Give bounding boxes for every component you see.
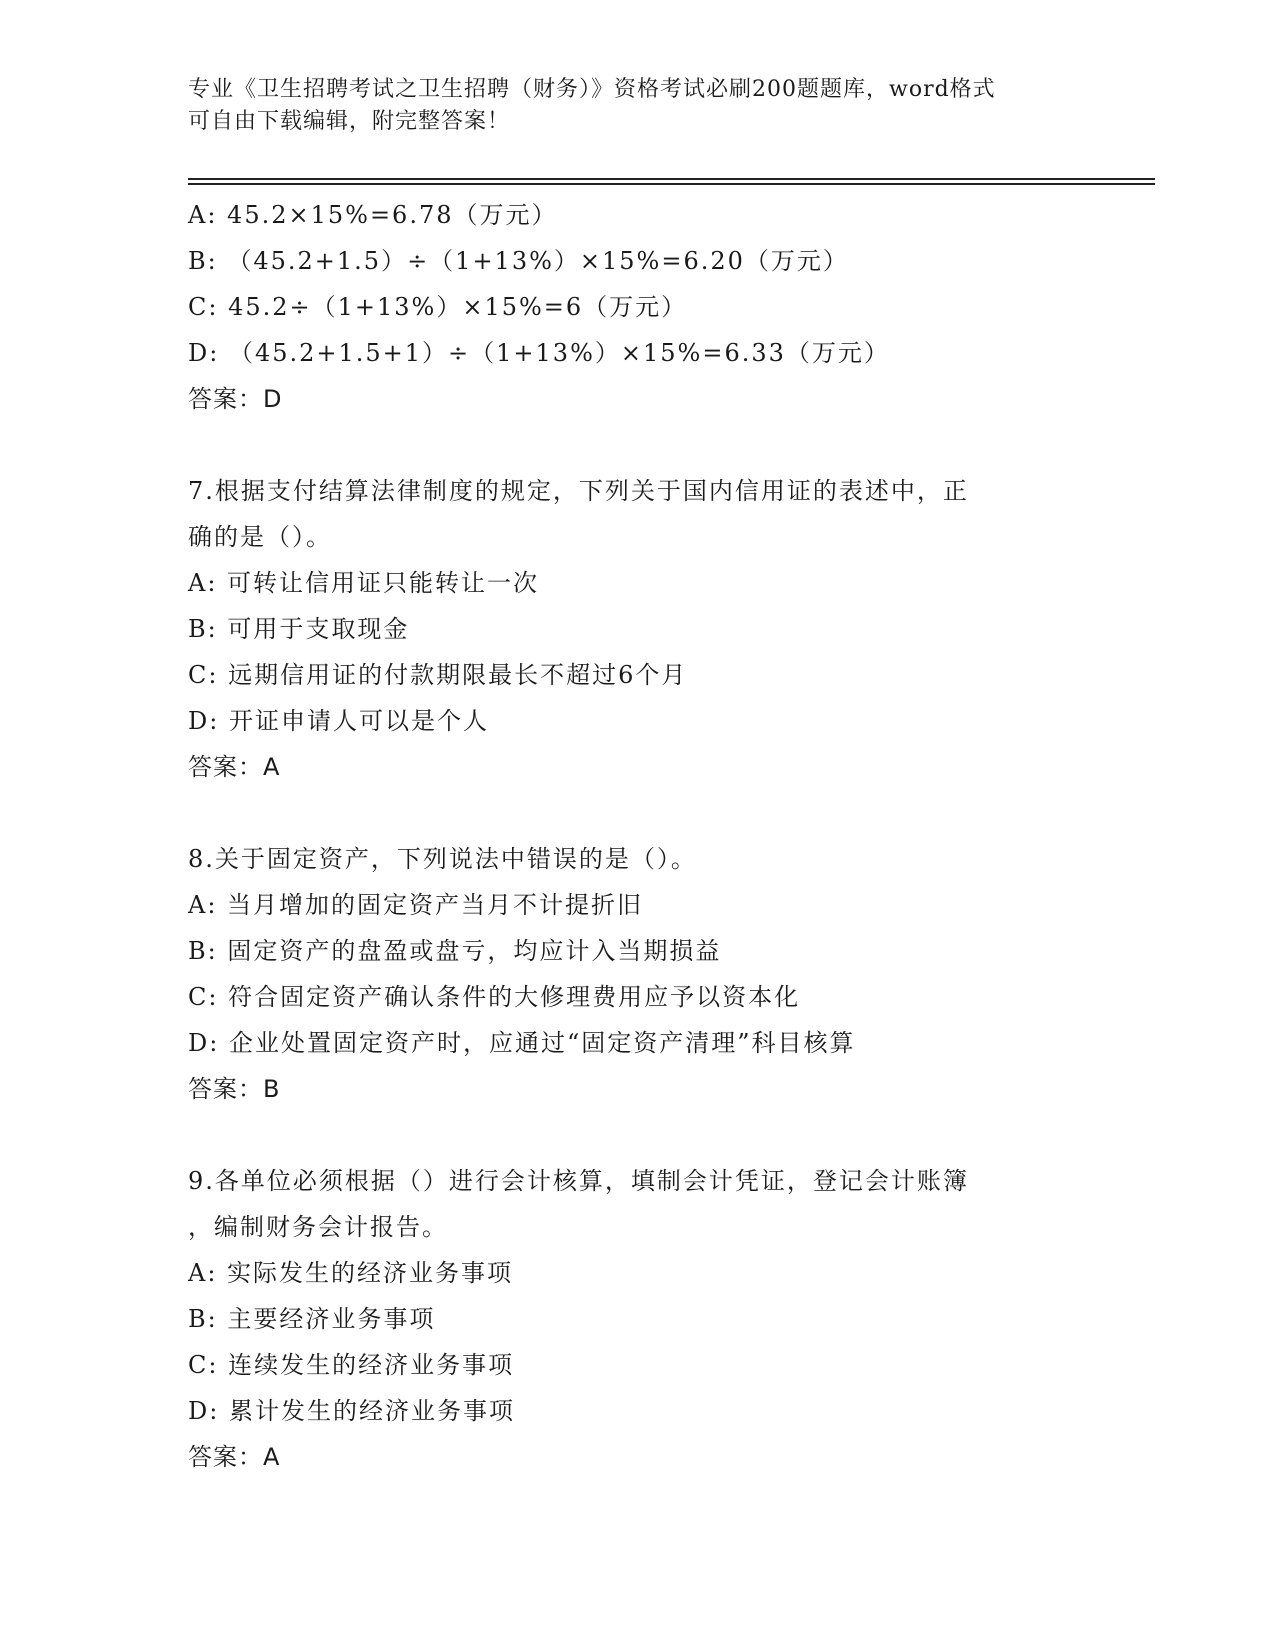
question-list xyxy=(188,192,1088,1480)
header-line-1: 专业《卫生招聘考试之卫生招聘（财务）》资格考试必刷200题题库，word格式 xyxy=(188,77,996,102)
option-b: B: 可用于支取现金 xyxy=(188,615,410,643)
spacer xyxy=(188,1112,1088,1158)
spacer xyxy=(188,422,1088,468)
question-7 xyxy=(188,468,1088,790)
option-c: C: 远期信用证的付款期限最长不超过6个月 xyxy=(188,661,688,689)
option-d: D: 开证申请人可以是个人 xyxy=(188,707,489,735)
header-divider-bottom xyxy=(188,183,1155,185)
option-d: D: （45.2+1.5+1）÷（1+13%）×15%=6.33（万元） xyxy=(188,339,890,367)
answer-line: 答案：A xyxy=(188,1443,281,1471)
option-d: D: 累计发生的经济业务事项 xyxy=(188,1397,515,1425)
spacer xyxy=(188,790,1088,836)
option-c: C: 45.2÷（1+13%）×15%=6（万元） xyxy=(188,293,688,321)
option-a: A: 可转让信用证只能转让一次 xyxy=(188,569,540,597)
question-stem-continued: ，编制财务会计报告。 xyxy=(188,1213,448,1241)
answer-line: 答案：B xyxy=(188,1075,281,1103)
answer-line: 答案：A xyxy=(188,753,281,781)
question-stem: 7.根据支付结算法律制度的规定，下列关于国内信用证的表述中，正 xyxy=(188,477,969,505)
question-6 xyxy=(188,192,1088,422)
answer-line: 答案：D xyxy=(188,385,283,413)
question-9 xyxy=(188,1158,1088,1480)
header-line-2: 可自由下载编辑，附完整答案！ xyxy=(188,109,511,134)
question-stem-continued: 确的是（）。 xyxy=(188,523,332,551)
option-a: A: 45.2×15%=6.78（万元） xyxy=(188,201,558,229)
option-a: A: 实际发生的经济业务事项 xyxy=(188,1259,514,1287)
option-a: A: 当月增加的固定资产当月不计提折旧 xyxy=(188,891,644,919)
option-b: B: （45.2+1.5）÷（1+13%）×15%=6.20（万元） xyxy=(188,247,849,275)
question-stem: 9.各单位必须根据（）进行会计核算，填制会计凭证，登记会计账簿 xyxy=(188,1167,969,1195)
option-b: B: 固定资产的盘盈或盘亏，均应计入当期损益 xyxy=(188,937,722,965)
option-c: C: 连续发生的经济业务事项 xyxy=(188,1351,515,1379)
header-divider-top xyxy=(188,178,1155,180)
option-c: C: 符合固定资产确认条件的大修理费用应予以资本化 xyxy=(188,983,801,1011)
question-8 xyxy=(188,836,1088,1112)
document-header xyxy=(188,74,1068,138)
option-d: D: 企业处置固定资产时，应通过“固定资产清理”科目核算 xyxy=(188,1029,856,1057)
option-b: B: 主要经济业务事项 xyxy=(188,1305,436,1333)
question-stem: 8.关于固定资产，下列说法中错误的是（）。 xyxy=(188,845,697,873)
